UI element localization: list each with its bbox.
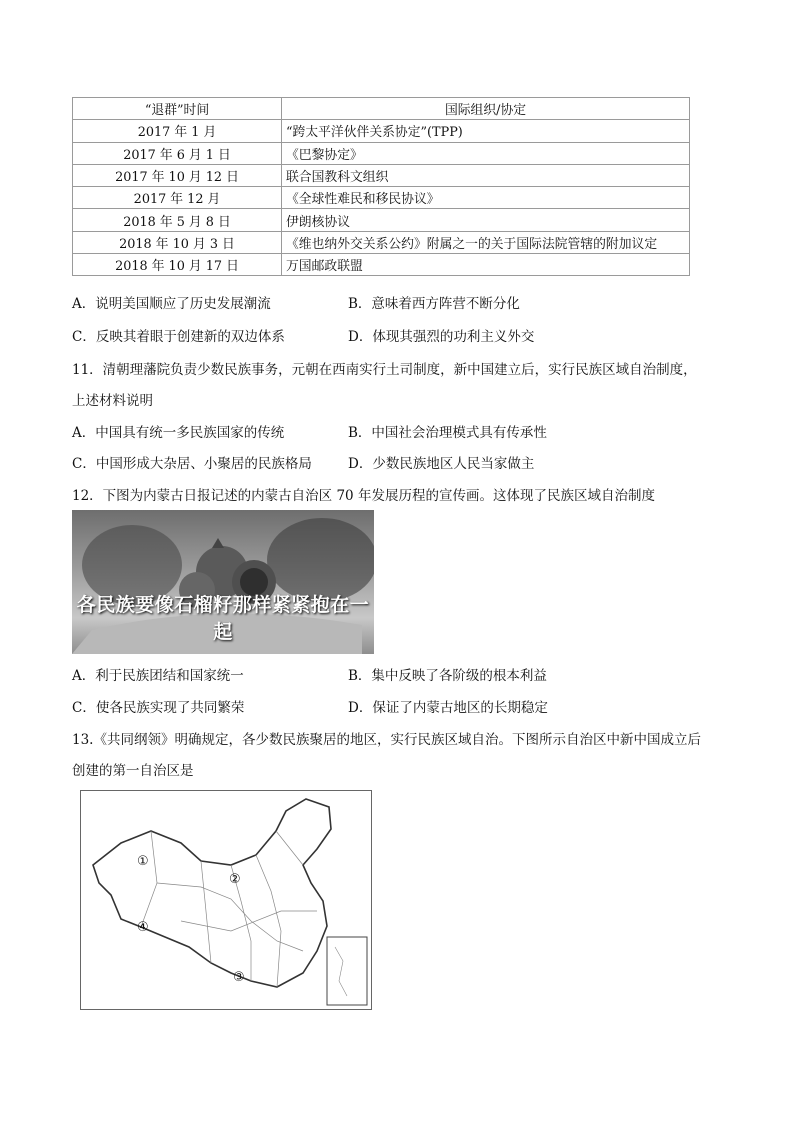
cell-org: 《全球性难民和移民协议》 [282,187,690,209]
map-label-3: ③ [233,970,245,985]
q12-option-b: B．集中反映了各阶级的根本利益 [348,668,547,684]
china-map [80,790,372,1010]
q10-option-a: A．说明美国顺应了历史发展潮流 [72,296,271,312]
q12-stem: 12．下图为内蒙古日报记述的内蒙古自治区 70 年发展历程的宣传画。这体现了民族区域自治制度 [72,488,655,504]
cell-org: 《维也纳外交关系公约》附属之一的关于国际法院管辖的附加议定 [282,231,690,253]
q11-stem-line1: 11．清朝理藩院负责少数民族事务，元朝在西南实行土司制度，新中国建立后，实行民族区域自治制度， [72,362,697,378]
table-row [73,209,690,231]
table-row [73,254,690,276]
china-map-outline [81,791,371,1009]
table-row [73,120,690,142]
q12-option-d: D．保证了内蒙古地区的长期稳定 [348,700,548,716]
table-row [73,142,690,164]
q10-option-b: B．意味着西方阵营不断分化 [348,296,520,312]
cell-org: “跨太平洋伙伴关系协定”(TPP) [282,120,690,142]
cell-time: 2017 年 6 月 1 日 [73,142,282,164]
cell-time: 2018 年 10 月 3 日 [73,231,282,253]
q11-option-d: D．少数民族地区人民当家做主 [348,456,535,472]
cell-time: 2017 年 1 月 [73,120,282,142]
header-org: 国际组织/协定 [282,98,690,120]
q13-stem-line2: 创建的第一自治区是 [72,763,194,779]
q10-option-c: C．反映其着眼于创建新的双边体系 [72,329,285,345]
table-header-row [73,98,690,120]
q11-option-c: C．中国形成大杂居、小聚居的民族格局 [72,456,312,472]
q11-option-a: A．中国具有统一多民族国家的传统 [72,425,285,441]
cell-org: 联合国教科文组织 [282,164,690,186]
header-time: “退群”时间 [73,98,282,120]
map-label-2: ② [229,872,241,887]
cell-time: 2018 年 10 月 17 日 [73,254,282,276]
table-row [73,231,690,253]
table-row [73,187,690,209]
table-row [73,164,690,186]
q12-option-a: A．利于民族团结和国家统一 [72,668,244,684]
cell-time: 2018 年 5 月 8 日 [73,209,282,231]
q11-stem-line2: 上述材料说明 [72,393,153,409]
withdrawal-table [72,97,690,276]
q11-option-b: B．中国社会治理模式具有传承性 [348,425,547,441]
map-label-4: ④ [137,920,149,935]
q10-option-d: D．体现其强烈的功利主义外交 [348,329,535,345]
cell-org: 《巴黎协定》 [282,142,690,164]
cell-org: 万国邮政联盟 [282,254,690,276]
cell-time: 2017 年 12 月 [73,187,282,209]
q12-option-c: C．使各民族实现了共同繁荣 [72,700,245,716]
q13-stem-line1: 13.《共同纲领》明确规定，各少数民族聚居的地区，实行民族区域自治。下图所示自治区中新中国成立后 [72,732,701,748]
map-label-1: ① [137,854,149,869]
picture-banner-text: 各民族要像石榴籽那样紧紧抱在一起 [76,594,370,643]
propaganda-picture [72,510,374,654]
cell-org: 伊朗核协议 [282,209,690,231]
cell-time: 2017 年 10 月 12 日 [73,164,282,186]
